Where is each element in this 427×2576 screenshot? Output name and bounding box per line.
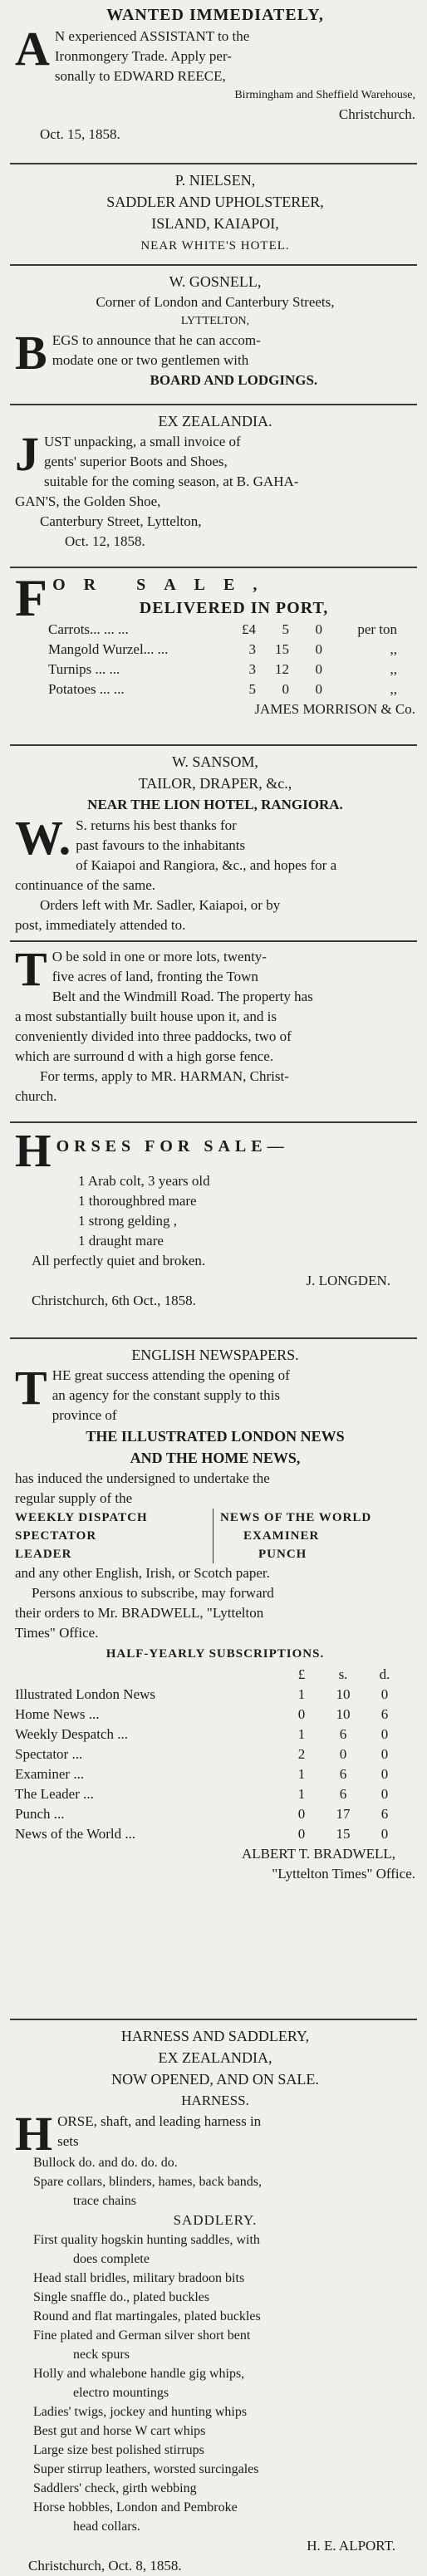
subscription-pence: 6 (380, 1806, 389, 1822)
ad-text-line: continuance of the same. (15, 877, 155, 893)
col-pounds: £ (297, 1666, 306, 1682)
price-unit: ,, (390, 661, 397, 677)
goods-item: Bullock do. and do. do. do. (33, 2156, 178, 2170)
goods-item: Spare collars, blinders, hames, back bands, (33, 2175, 263, 2189)
subscription-row (15, 1804, 405, 1824)
paper-name: SPECTATOR (15, 1529, 97, 1543)
subscription-row (15, 1784, 405, 1804)
ad-sansom-tailor (0, 751, 427, 935)
ad-text-line: their orders to Mr. BRADWELL, "Lyttelton (15, 1605, 264, 1621)
ad-near: NEAR THE LION HOTEL, RANGIORA. (87, 797, 343, 812)
ad-heading: WANTED IMMEDIATELY, (106, 6, 324, 24)
drop-cap: H (15, 2107, 53, 2161)
ad-text-line: modate one or two gentlemen with (52, 352, 249, 368)
ad-date: Christchurch, Oct. 8, 1858. (28, 2558, 182, 2574)
ad-note: All perfectly quiet and broken. (32, 1253, 206, 1268)
newspaper-title: THE ILLUSTRATED LONDON NEWS (86, 1428, 345, 1445)
horse-item: 1 strong gelding , (78, 1213, 177, 1229)
drop-cap: B (15, 326, 47, 380)
goods-item: Single snaffle do., plated buckles (33, 2290, 210, 2304)
price-shillings: 5 (282, 621, 289, 637)
goods-item: Best gut and horse W cart whips (33, 2424, 206, 2438)
subscription-pence: 0 (380, 1746, 389, 1762)
divider (10, 264, 417, 266)
price-item: Carrots... ... ... (48, 621, 129, 637)
subscription-pounds: 1 (297, 1686, 306, 1702)
ad-morrison-for-sale (0, 568, 427, 719)
ad-heading: HARNESS AND SADDLERY, (120, 2028, 310, 2044)
paper-name: LEADER (15, 1548, 72, 1561)
goods-item: Round and flat martingales, plated buckles (33, 2309, 261, 2323)
subscription-name: Examiner ... (15, 1766, 85, 1782)
horse-item: 1 draught mare (78, 1233, 164, 1249)
ad-text-line: has induced the undersigned to undertake the (15, 1470, 270, 1486)
price-row (48, 680, 397, 699)
ad-heading: NOW OPENED, AND ON SALE. (111, 2071, 319, 2088)
price-unit: ,, (390, 641, 397, 657)
subscription-pence: 0 (380, 1826, 389, 1842)
ad-date: Christchurch, 6th Oct., 1858. (32, 1293, 196, 1308)
saddlery-heading: SADDLERY. (173, 2212, 258, 2228)
goods-item: Holly and whalebone handle gig whips, (33, 2367, 245, 2381)
subscription-pounds: 0 (297, 1826, 306, 1842)
ad-text-line: sonally to EDWARD REECE, (54, 68, 226, 84)
ad-place: ISLAND, KAIAPOI, (151, 215, 279, 232)
subscription-row (15, 1685, 405, 1705)
subscription-shillings: 6 (339, 1766, 347, 1782)
ad-wanted-assistant (0, 3, 427, 145)
ad-text-line: five acres of land, fronting the Town (52, 969, 258, 984)
ad-town: LYTTELTON, (180, 315, 250, 327)
ad-text-line: S. returns his best thanks for (76, 817, 237, 833)
subscription-pence: 0 (380, 1686, 389, 1702)
ad-text-line: conveniently divided into three paddocks, two of (15, 1028, 292, 1044)
ad-text-line: past favours to the inhabitants (76, 837, 246, 853)
subscription-shillings: 15 (336, 1826, 351, 1842)
price-shillings: 12 (275, 661, 289, 677)
subscription-pounds: 1 (297, 1766, 306, 1782)
ad-text-line: Ironmongery Trade. Apply per- (54, 48, 232, 64)
ad-english-newspapers (0, 1344, 427, 1884)
goods-item: Head stall bridles, military bradoon bits (33, 2271, 245, 2285)
ad-signature: J. LONGDEN. (306, 1273, 390, 1288)
ad-text-line: Christchurch. (338, 106, 415, 122)
ad-trade: TAILOR, DRAPER, &c., (138, 775, 292, 792)
drop-cap: J (15, 427, 39, 481)
ad-text-line: EGS to announce that he can accom- (52, 332, 261, 348)
price-table (48, 620, 397, 699)
subscription-pounds: 0 (297, 1706, 306, 1722)
goods-item: Fine plated and German silver short bent (33, 2328, 251, 2343)
papers-left-column (15, 1509, 214, 1563)
ad-text-line: of Kaiapoi and Rangiora, &c., and hopes for a (76, 857, 337, 873)
paper-name: PUNCH (258, 1548, 307, 1561)
horse-item: 1 thoroughbred mare (78, 1193, 197, 1209)
price-pence: 0 (315, 681, 322, 697)
ad-date: Oct. 12, 1858. (65, 533, 145, 549)
drop-cap: F (15, 568, 48, 627)
price-pence: 0 (315, 641, 322, 657)
ad-text-line: regular supply of the (15, 1490, 133, 1506)
ad-text-line: sets (57, 2133, 79, 2149)
drop-cap: T (15, 1361, 47, 1415)
price-row (48, 660, 397, 680)
ad-text-line: HE great success attending the opening of (52, 1367, 290, 1383)
goods-item: Ladies' twigs, jockey and hunting whips (33, 2405, 248, 2419)
ad-office: "Lyttelton Times" Office. (272, 1866, 415, 1882)
price-item: Mangold Wurzel... ... (48, 641, 169, 657)
divider (10, 404, 417, 405)
subscriptions-table (15, 1665, 405, 1844)
ad-nielsen-saddler (0, 169, 427, 258)
ad-text-line: O be sold in one or more lots, twenty- (52, 949, 267, 964)
drop-cap: T (15, 942, 47, 996)
ad-text-line: province of (52, 1407, 117, 1423)
subscription-pounds: 0 (297, 1806, 306, 1822)
goods-item: Saddlers' check, girth webbing (33, 2481, 197, 2495)
ad-text-line: an agency for the constant supply to this (52, 1387, 280, 1403)
ad-address: Corner of London and Canterbury Streets, (96, 294, 335, 310)
paper-name: EXAMINER (243, 1529, 320, 1543)
divider (10, 2019, 417, 2020)
col-pence: d. (379, 1666, 390, 1682)
price-pounds: £4 (242, 621, 256, 637)
subscription-name: News of the World ... (15, 1826, 136, 1842)
ad-signature: ALBERT T. BRADWELL, (241, 1846, 395, 1862)
ad-text-line: UST unpacking, a small invoice of (44, 434, 241, 449)
col-shillings: s. (338, 1666, 348, 1682)
ad-text-line: gents' superior Boots and Shoes, (44, 454, 228, 469)
goods-item: trace chains (73, 2194, 136, 2208)
divider (10, 1337, 417, 1339)
subscription-row (15, 1764, 405, 1784)
ad-text-line: a most substantially built house upon it, and is (15, 1008, 277, 1024)
ad-text-line: For terms, apply to MR. HARMAN, Christ- (40, 1068, 289, 1084)
ad-horses-for-sale (0, 1128, 427, 1311)
ad-text-line: Times" Office. (15, 1625, 99, 1641)
papers-right-column (214, 1509, 415, 1563)
subscription-shillings: 6 (339, 1786, 347, 1802)
drop-cap: A (15, 22, 50, 76)
ad-gosnell-lodgings (0, 271, 427, 390)
ad-heading: HARNESS. (181, 2093, 249, 2108)
drop-cap: W. (15, 811, 71, 865)
subscription-pence: 0 (380, 1766, 389, 1782)
harness-items (15, 2153, 415, 2210)
price-unit: per ton (357, 621, 397, 637)
ad-heading: DELIVERED IN PORT, (139, 599, 329, 617)
ad-text-line: suitable for the coming season, at B. GAHA- (44, 473, 299, 489)
divider (10, 940, 417, 942)
papers-table (15, 1509, 414, 1563)
price-row (48, 640, 397, 660)
subscription-pounds: 1 (297, 1786, 306, 1802)
price-unit: ,, (390, 681, 397, 697)
ad-text-line: post, immediately attended to. (15, 917, 186, 933)
ad-heading: EX ZEALANDIA, (158, 2049, 272, 2066)
ad-heading: OR SALE, (52, 576, 276, 594)
ad-text-line: BOARD AND LODGINGS. (150, 372, 318, 388)
ad-harness-saddlery (0, 2025, 427, 2576)
price-pounds: 5 (248, 681, 256, 697)
subscription-name: Home News ... (15, 1706, 100, 1722)
subscription-pence: 6 (380, 1706, 389, 1722)
ad-text-line: Persons anxious to subscribe, may forward (32, 1585, 274, 1601)
horse-item: 1 Arab colt, 3 years old (78, 1173, 210, 1189)
newspaper-title: AND THE HOME NEWS, (130, 1450, 301, 1466)
ad-trade: SADDLER AND UPHOLSTERER, (106, 194, 324, 210)
divider (10, 567, 417, 568)
subscription-shillings: 10 (336, 1686, 351, 1702)
subscription-name: Spectator ... (15, 1746, 83, 1762)
subscription-row (15, 1744, 405, 1764)
subscription-shillings: 17 (336, 1806, 351, 1822)
ad-text-line: N experienced ASSISTANT to the (54, 28, 250, 44)
goods-item: Super stirrup leathers, worsted surcingales (33, 2462, 259, 2476)
ad-text-line: which are surround d with a high gorse fence. (15, 1048, 274, 1064)
divider (10, 163, 417, 164)
price-item: Potatoes ... ... (48, 681, 125, 697)
ad-text-line: church. (15, 1088, 57, 1104)
ad-text-line: ORSE, shaft, and leading harness in (57, 2113, 262, 2129)
ad-date: Oct. 15, 1858. (40, 126, 120, 142)
divider (10, 744, 417, 746)
goods-item: electro mountings (73, 2386, 169, 2400)
ad-land-for-sale (0, 942, 427, 1106)
goods-item: does complete (73, 2252, 150, 2266)
price-pence: 0 (315, 661, 322, 677)
price-pounds: 3 (248, 661, 256, 677)
ad-gahagan-boots (0, 410, 427, 552)
ad-heading: ENGLISH NEWSPAPERS. (131, 1347, 299, 1363)
price-shillings: 0 (282, 681, 289, 697)
subscription-row (15, 1705, 405, 1725)
subscription-shillings: 6 (339, 1726, 347, 1742)
subscription-name: Illustrated London News (15, 1686, 156, 1702)
ad-name: P. NIELSEN, (174, 172, 256, 189)
subscription-row (15, 1824, 405, 1844)
ad-text-line: Orders left with Mr. Sadler, Kaiapoi, or by (40, 897, 281, 913)
subscription-name: Weekly Despatch ... (15, 1726, 128, 1742)
goods-item: head collars. (73, 2520, 140, 2534)
price-pence: 0 (315, 621, 322, 637)
ad-name: W. SANSOM, (172, 753, 258, 770)
ad-near: NEAR WHITE'S HOTEL. (140, 239, 290, 253)
subscription-pounds: 1 (297, 1726, 306, 1742)
divider (10, 1121, 417, 1123)
subscription-pence: 0 (380, 1726, 389, 1742)
paper-name: WEEKLY DISPATCH (15, 1511, 148, 1524)
goods-item: neck spurs (73, 2348, 130, 2362)
subscription-name: Punch ... (15, 1806, 65, 1822)
ad-text-line: and any other English, Irish, or Scotch paper. (15, 1565, 270, 1581)
subscription-row (15, 1725, 405, 1744)
subscription-pounds: 2 (297, 1746, 306, 1762)
paper-name: NEWS OF THE WORLD (220, 1511, 372, 1524)
subscription-pence: 0 (380, 1786, 389, 1802)
ad-heading: ORSES FOR SALE— (56, 1137, 289, 1156)
drop-cap: H (15, 1126, 52, 1177)
ad-name: W. GOSNELL, (169, 273, 262, 290)
price-pounds: 3 (248, 641, 256, 657)
ad-text-line: Canterbury Street, Lyttelton, (40, 513, 202, 529)
ad-signature: JAMES MORRISON & Co. (254, 701, 415, 717)
ad-text-line: Belt and the Windmill Road. The property has (52, 989, 313, 1004)
ad-signature: H. E. ALPORT. (307, 2538, 395, 2554)
subscription-shillings: 10 (336, 1706, 351, 1722)
ad-heading: EX ZEALANDIA. (158, 413, 272, 429)
subscription-name: The Leader ... (15, 1786, 94, 1802)
ad-text-line: Birmingham and Sheffield Warehouse, (234, 89, 415, 101)
subscription-shillings: 0 (339, 1746, 347, 1762)
ad-text-line: GAN'S, the Golden Shoe, (15, 493, 161, 509)
goods-item: Large size best polished stirrups (33, 2443, 204, 2457)
price-row (48, 620, 397, 640)
goods-item: First quality hogskin hunting saddles, with (33, 2233, 260, 2247)
subscriptions-heading: HALF-YEARLY SUBSCRIPTIONS. (106, 1647, 325, 1661)
saddlery-items (15, 2230, 415, 2536)
price-item: Turnips ... ... (48, 661, 120, 677)
goods-item: Horse hobbles, London and Pembroke (33, 2500, 238, 2515)
price-shillings: 15 (275, 641, 289, 657)
